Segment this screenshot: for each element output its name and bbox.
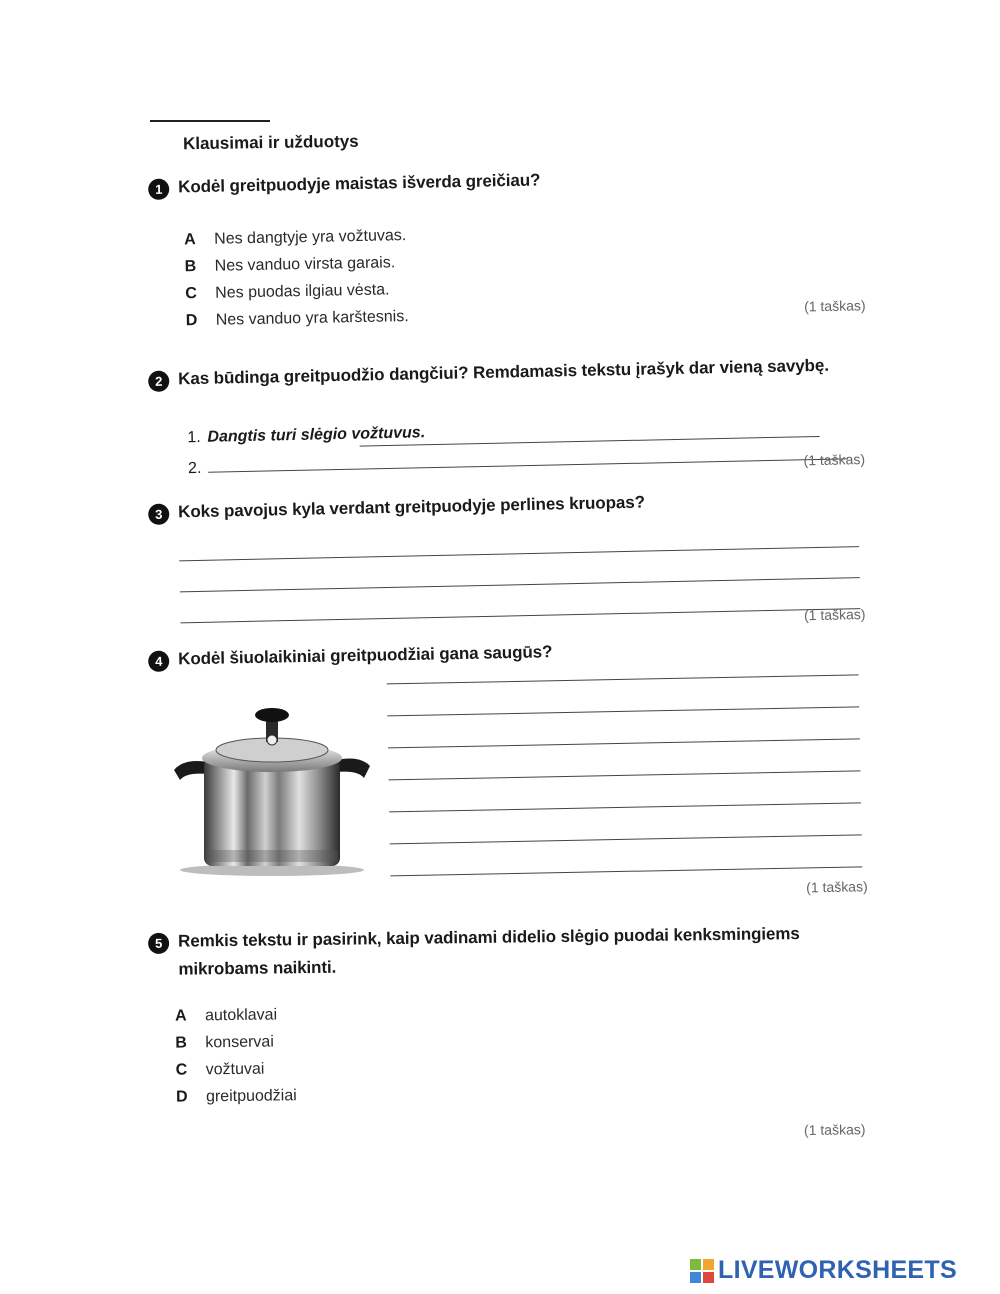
answer-row-2 xyxy=(188,444,865,478)
option-text: autoklavai xyxy=(204,1006,278,1025)
option-letter: C xyxy=(175,1061,188,1079)
question-4 xyxy=(148,636,868,896)
option-letter: A xyxy=(174,1007,187,1025)
answer-line[interactable] xyxy=(181,608,861,623)
question-number: 3 xyxy=(148,504,169,525)
question-text: Koks pavojus kyla verdant greitpuodyje perlines kruopas? xyxy=(177,492,646,522)
option-letter: D xyxy=(175,1088,188,1106)
question-1 xyxy=(148,164,866,340)
option-letter: B xyxy=(175,1034,188,1052)
question-number: 1 xyxy=(148,179,169,200)
top-rule xyxy=(150,120,270,122)
points-label: (1 taškas) xyxy=(806,878,868,896)
question-5 xyxy=(148,923,866,1138)
answer-label: 2. xyxy=(187,459,202,478)
points-label: (1 taškas) xyxy=(803,606,866,624)
pressure-cooker-image xyxy=(172,700,372,880)
option-text: Nes puodas ilgiau vėsta. xyxy=(215,281,390,302)
option-letter: A xyxy=(184,231,196,249)
option-letter: C xyxy=(185,285,197,303)
option-text: Nes dangtyje yra vožtuvas. xyxy=(214,227,407,248)
option-text: greitpuodžiai xyxy=(205,1087,297,1106)
answer-line[interactable] xyxy=(387,706,859,716)
question-2 xyxy=(148,355,865,479)
question-number: 4 xyxy=(148,651,169,672)
answer-input-line[interactable] xyxy=(208,444,848,472)
answer-line[interactable] xyxy=(389,770,861,780)
question-number: 2 xyxy=(148,371,169,392)
brand-text: LIVEWORKSHEETS xyxy=(718,1256,957,1284)
question-text: Kodėl šiuolaikiniai greitpuodžiai gana saugūs? xyxy=(177,642,553,669)
option-text: konservai xyxy=(205,1033,274,1052)
points-label: (1 taškas) xyxy=(803,451,866,469)
answer-line[interactable] xyxy=(180,577,860,592)
answer-line[interactable] xyxy=(390,834,862,844)
question-text: Kodėl greitpuodyje maistas išverda greičiau? xyxy=(177,170,541,197)
question-3 xyxy=(148,488,865,624)
points-label: (1 taškas) xyxy=(803,297,866,315)
points-label: (1 taškas) xyxy=(803,1121,866,1138)
option-letter: D xyxy=(185,312,198,330)
answer-line[interactable] xyxy=(390,866,862,876)
answer-label: 1. xyxy=(187,428,201,447)
option-text: Nes vanduo virsta garais. xyxy=(214,254,396,275)
option-letter: B xyxy=(184,258,197,276)
option-text: vožtuvai xyxy=(205,1060,265,1079)
question-number: 5 xyxy=(148,933,169,954)
brand-icon xyxy=(690,1259,714,1283)
question-text: Kas būdinga greitpuodžio dangčiui? Remdamasis tekstu įrašyk dar vieną savybę. xyxy=(177,355,830,389)
page-title: Klausimai ir užduotys xyxy=(182,131,359,154)
liveworksheets-logo[interactable] xyxy=(690,1256,957,1285)
answer-line[interactable] xyxy=(388,738,860,748)
answer-line[interactable] xyxy=(389,802,861,812)
answer-line[interactable] xyxy=(387,674,859,684)
answer-value: Dangtis turi slėgio vožtuvus. xyxy=(207,424,426,446)
question-text: Remkis tekstu ir pasirink, kaip vadinami didelio slėgio puodai kenksmingiems mikrobams naikinti. xyxy=(177,924,800,979)
option-text: Nes vanduo yra karštesnis. xyxy=(215,308,409,329)
answer-line[interactable] xyxy=(179,546,859,561)
